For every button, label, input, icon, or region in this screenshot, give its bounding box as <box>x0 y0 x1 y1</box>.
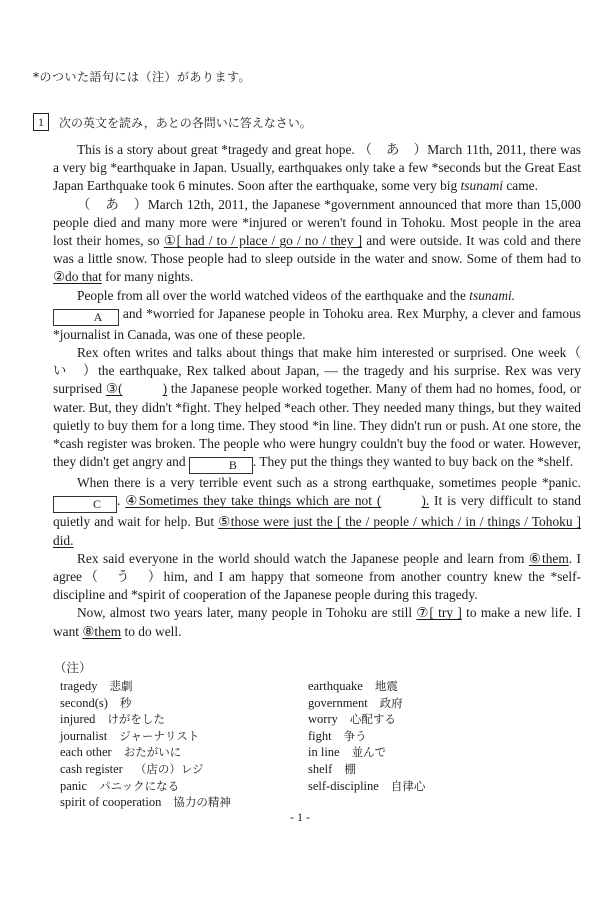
vocabulary-notes <box>54 658 558 811</box>
note-item: spirit of cooperation 協力の精神 <box>60 795 231 810</box>
underline-3: ③( ) <box>105 381 168 397</box>
note-item: in line 並んで <box>308 745 387 760</box>
note-item: panic パニックになる <box>60 778 180 793</box>
page-number: - 1 - <box>290 810 310 824</box>
note-item: journalist ジャーナリスト <box>60 728 200 743</box>
question-heading <box>33 113 312 131</box>
note-item: fight 争う <box>308 728 367 743</box>
answer-box-c: C <box>53 496 117 513</box>
underline-6: ⑥them <box>528 550 569 566</box>
answer-box-b: B <box>189 457 253 474</box>
underline-5: ⑤those were just the [ the / people / which / in / things / Tohoku ] did. <box>53 514 582 548</box>
answer-box-a: A <box>53 309 119 326</box>
note-item: injured けがをした <box>60 712 165 727</box>
tsunami-italic: tsunami <box>460 178 503 194</box>
reading-passage <box>53 141 595 641</box>
underline-1: ①[ had / to / place / go / no / they ] <box>163 233 363 249</box>
note-item: worry 心配する <box>308 712 396 727</box>
underline-8: ⑧them <box>82 623 122 639</box>
paragraph-6: Rex said everyone in the world should watch the Japanese people and learn from ⑥them. I agree（ う ）him, and I am happy that someone from another country knew the *self-discipline and *spirit of cooperation of the Japanese people during this tragedy. <box>53 550 581 603</box>
paragraph-5: When there is a very terrible event such as a strong earthquake, sometimes people *panic. C . ④Sometimes they take things which are not ( ). It is very difficult to stand quietly and wait for help. But ⑤those were just the [ the / people / which / in / things / Tohoku ] did. <box>53 475 582 548</box>
underline-2: ②do that <box>53 269 102 285</box>
question-number-box: 1 <box>33 113 49 131</box>
paragraph-2: （ あ ）March 12th, 2011, the Japanese *government announced that more than 15,000 people died and many more were *injured or weren't found in Tohoku. Most people in the area lost their homes, so ①[ had / to / place / go / no / they ] and were outside. It was cold and there was a little snow. Those people had to sleep outside in the water and snow. Some of them had to ②do that for many nights. <box>53 196 581 285</box>
note-item: shelf 棚 <box>308 761 356 776</box>
question-instruction: 次の英文を読み，あとの各問いに答えなさい。 <box>59 115 312 130</box>
notes-column-right <box>308 678 558 811</box>
notes-title: （注） <box>54 661 92 675</box>
note-item: cash register （店の）レジ <box>60 761 204 776</box>
underline-4: ④Sometimes they take things which are not ( ). <box>125 493 430 509</box>
note-item: government 政府 <box>308 695 403 710</box>
note-item: tragedy 悲劇 <box>60 679 133 693</box>
note-item: each other おたがいに <box>60 745 182 760</box>
note-item: second(s) 秒 <box>60 695 132 710</box>
paragraph-1: This is a story about great *tragedy and great hope. （ あ ）March 11th, 2011, there was a very big *earthquake in Japan. Usually, earthquakes only take a few *seconds but the Great East Japan Earthquake took 6 minutes. Soon after the earthquake, some very big tsunami came. <box>53 142 581 194</box>
note-item: self-discipline 自律心 <box>308 778 426 793</box>
underline-7: ⑦[ try ] <box>416 605 462 621</box>
paragraph-3: People from all over the world watched videos of the earthquake and the tsunami. A and *worried for Japanese people in Tohoku area. Rex Murphy, a clever and famous *journalist in Canada, was one of these people. <box>53 287 581 342</box>
notes-column-left <box>60 678 308 811</box>
paragraph-7: Now, almost two years later, many people in Tohoku are still ⑦[ try ] to make a new life. I want ⑧them to do well. <box>53 605 581 639</box>
paragraph-4: Rex often writes and talks about things that make him interested or surprised. One week（ い ）the earthquake, Rex talked about Japan, ― the tragedy and his surprise. Rex was very surprised ③( ) the Japanese people worked together. Many of them had no homes, food, or water. But, they didn't *fight. They helped *each other. They needed many things, but they waited quietly to buy them for a long time. They stood *in line. They didn't run or push. At one store, the *cash register was broken. The people who were hungry couldn't buy the food or water. However, they didn't get angry and B . They put the things they wanted to buy back on the *shelf. <box>53 345 595 473</box>
note-item: earthquake 地震 <box>308 679 398 693</box>
asterisk-note: *のついた語句には（注）があります。 <box>33 70 252 84</box>
notes-grid <box>60 678 558 811</box>
